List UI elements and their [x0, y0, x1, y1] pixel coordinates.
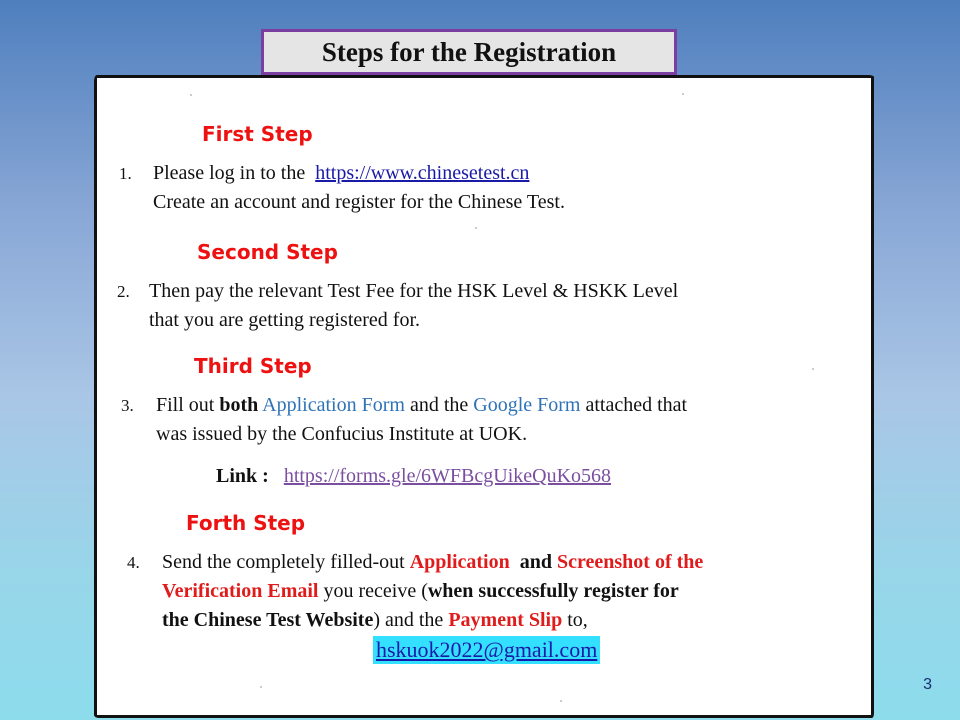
step-4-line-1 [162, 548, 703, 577]
page-number: 3 [923, 676, 932, 693]
speck-decoration [682, 93, 684, 95]
speck-decoration [260, 686, 262, 688]
step-4-line-3 [162, 606, 588, 635]
step-4-when-registered-1: when successfully register for [427, 580, 679, 602]
step-1-prefix: Please log in to the [153, 162, 306, 184]
verification-email-highlight: Verification Email [162, 580, 319, 602]
step-heading-third: Third Step [194, 354, 312, 378]
step-heading-first: First Step [202, 122, 313, 146]
step-number-4: 4. [127, 553, 140, 572]
screenshot-highlight: Screenshot of the [557, 551, 704, 573]
step-heading-forth: Forth Step [186, 511, 306, 535]
step-4-you-receive: you receive ( [323, 580, 428, 602]
step-1-line-1 [153, 159, 529, 188]
step-number-1: 1. [119, 164, 132, 183]
step-1-line-2: Create an account and register for the Chinese Test. [153, 191, 565, 213]
step-3-line-2: was issued by the Confucius Institute at UOK. [156, 423, 528, 445]
step-3-attached: attached that [585, 394, 688, 416]
step-4-to: to, [567, 609, 588, 631]
chinesetest-link[interactable]: https://www.chinesetest.cn [315, 162, 530, 184]
step-4-line-2 [162, 577, 679, 606]
link-label: Link : [216, 465, 269, 487]
speck-decoration [190, 94, 192, 96]
step-heading-second: Second Step [197, 240, 338, 264]
google-form-link[interactable]: https://forms.gle/6WFBcgUikeQuKo568 [283, 465, 612, 487]
email-link[interactable]: hskuok2022@gmail.com [373, 636, 600, 664]
step-number-2: 2. [117, 282, 130, 301]
step-3-both: both [219, 394, 259, 416]
speck-decoration [475, 227, 477, 229]
step-3-and-the: and the [409, 394, 469, 416]
speck-decoration [560, 700, 562, 702]
step-3-fill-out: Fill out [156, 394, 215, 416]
step-4-send: Send the completely filled-out [162, 551, 405, 573]
step-3-line-1 [156, 391, 687, 420]
step-4-and: and [519, 551, 552, 573]
application-highlight: Application [409, 551, 510, 573]
google-form-text: Google Form [473, 394, 581, 416]
speck-decoration [812, 368, 814, 370]
application-form-text: Application Form [262, 394, 405, 416]
step-number-3: 3. [121, 396, 134, 415]
slide-title: Steps for the Registration [261, 29, 677, 75]
step-2-line-1: Then pay the relevant Test Fee for the HSK Level & HSKK Level [149, 280, 679, 302]
payment-slip-highlight: Payment Slip [448, 609, 563, 631]
step-4-when-registered-2: the Chinese Test Website [162, 609, 374, 631]
step-4-and-the: ) and the [373, 609, 444, 631]
step-2-line-2: that you are getting registered for. [149, 309, 421, 331]
step-3-link-row [216, 462, 611, 491]
